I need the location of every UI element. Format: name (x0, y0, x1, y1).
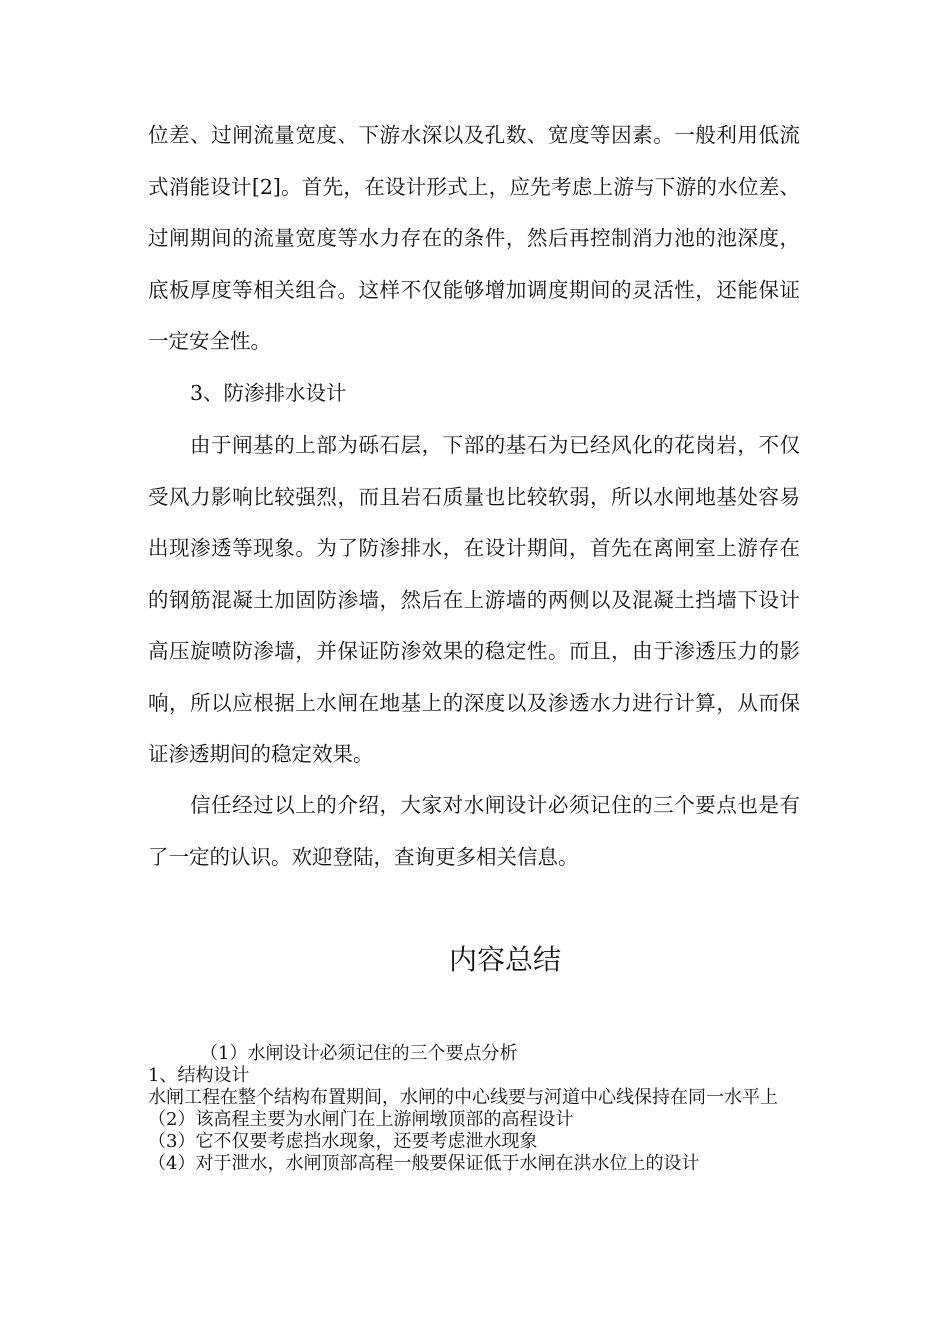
summary-line: （4）对于泄水，水闸顶部高程一般要保证低于水闸在洪水位上的设计 (148, 1153, 700, 1174)
summary-line: 1、结构设计 (148, 1065, 250, 1086)
summary-line: （3）它不仅要考虑挡水现象，还要考虑泄水现象 (148, 1131, 538, 1152)
summary-title: 内容总结 (448, 943, 561, 976)
summary-line: 水闸工程在整个结构布置期间，水闸的中心线要与河道中心线保持在同一水平上 (148, 1087, 778, 1108)
summary-block (148, 1043, 808, 1175)
summary-line: （1）水闸设计必须记住的三个要点分析 (200, 1043, 518, 1064)
body-paragraph-1: 位差、过闸流量宽度、下游水深以及孔数、宽度等因素。一般利用低流式消能设计[2]。首先，在设计形式上，应先考虑上游与下游的水位差、过闸期间的流量宽度等水力存在的条件，然后再控制消力池的池深度，底板厚度等相关组合。这样不仅能够增加调度期间的灵活性，还能保证一定安全性。 (148, 123, 800, 353)
body-paragraph-3: 信任经过以上的介绍，大家对水闸设计必须记住的三个要点也是有了一定的认识。欢迎登陆，查询更多相关信息。 (148, 793, 800, 869)
body-paragraph-2: 由于闸基的上部为砾石层，下部的基石为已经风化的花岗岩，不仅受风力影响比较强烈，而且岩石质量也比较软弱，所以水闸地基处容易出现渗透等现象。为了防渗排水，在设计期间，首先在离闸室上游存在的钢筋混凝土加固防渗墙，然后在上游墙的两侧以及混凝土挡墙下设计高压旋喷防渗墙，并保证防渗效果的稳定性。而且，由于渗透压力的影响，所以应根据上水闸在地基上的深度以及渗透水力进行计算，从而保证渗透期间的稳定效果。 (148, 433, 800, 766)
summary-line: （2）该高程主要为水闸门在上游闸墩顶部的高程设计 (148, 1109, 574, 1130)
section-heading-anti-seepage: 3、防渗排水设计 (190, 381, 347, 405)
